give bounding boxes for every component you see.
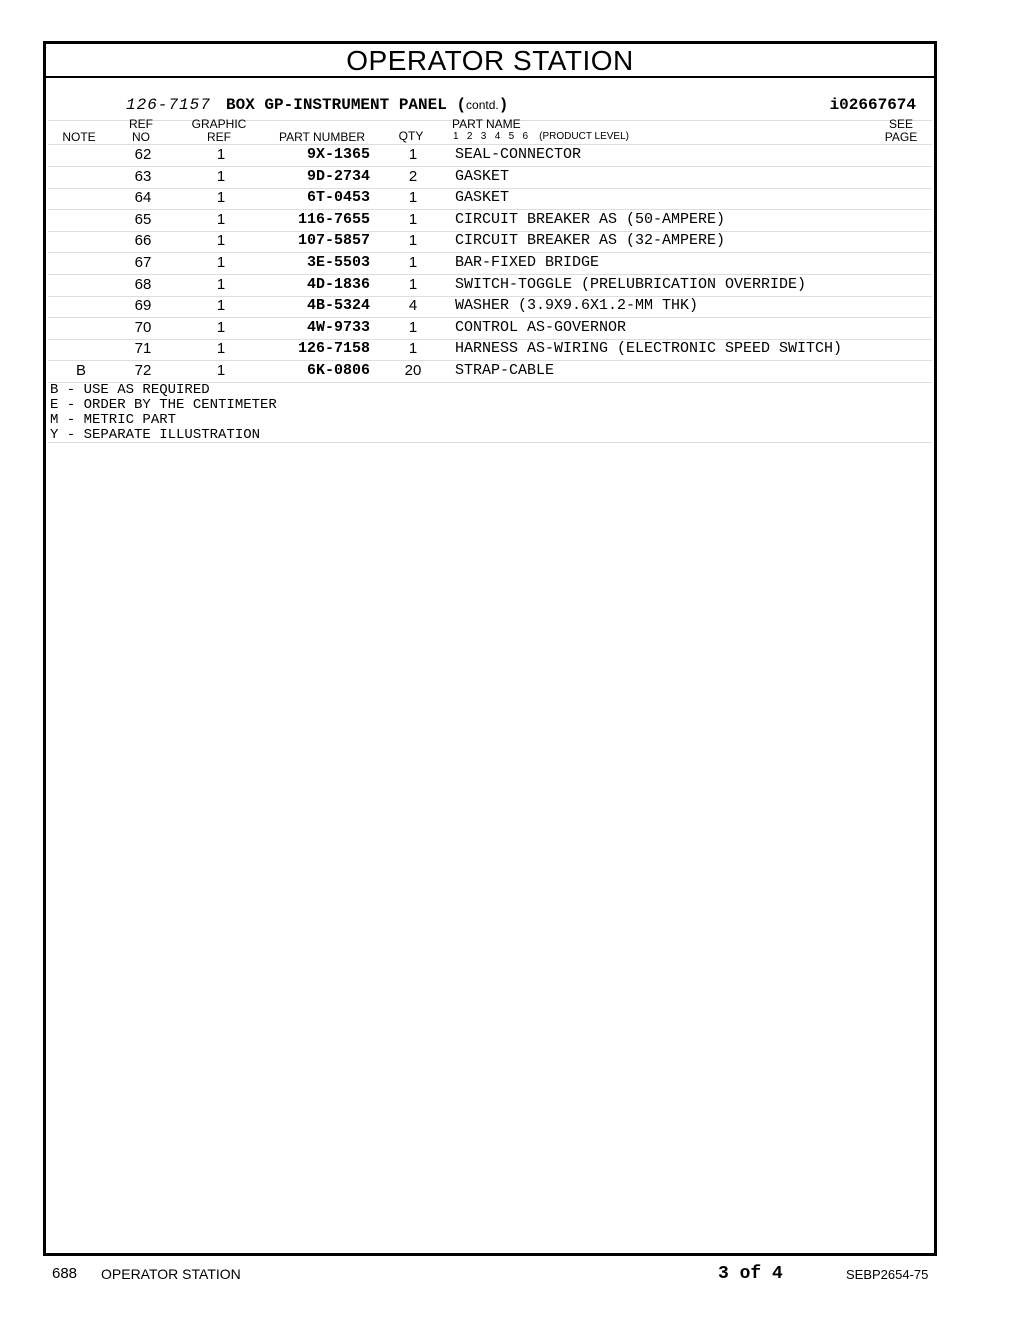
table-row (48, 296, 932, 318)
table-row (48, 188, 932, 210)
part-number-cell: 4D-1836 (306, 276, 370, 293)
part-number-cell: 107-5857 (297, 232, 370, 249)
sheet-indicator: 3 of 4 (718, 1264, 783, 1284)
graphic-cell: 1 (216, 276, 226, 293)
part-number-cell: 116-7655 (297, 211, 370, 228)
legend-rule (48, 442, 932, 443)
part-number-cell: 3E-5503 (306, 254, 370, 271)
part-name-cell: STRAP-CABLE (455, 362, 555, 379)
graphic-cell: 1 (216, 340, 226, 357)
col-note: NOTE (62, 130, 96, 144)
ref-cell: 69 (134, 297, 152, 314)
ref-cell: 64 (134, 189, 152, 206)
illustration-id: i02667674 (829, 96, 916, 114)
qty-cell: 2 (408, 168, 418, 185)
part-name-cell: SWITCH-TOGGLE (PRELUBRICATION OVERRIDE) (455, 276, 807, 293)
col-ref-top: REF (129, 117, 153, 131)
part-number-cell: 4W-9733 (306, 319, 370, 336)
part-number-cell: 9D-2734 (306, 168, 370, 185)
graphic-cell: 1 (216, 232, 226, 249)
contd-label: contd. (466, 98, 499, 112)
table-row (48, 210, 932, 232)
part-name-cell: CIRCUIT BREAKER AS (32-AMPERE) (455, 232, 726, 249)
qty-cell: 1 (408, 340, 418, 357)
col-graphic-bottom: REF (207, 130, 231, 144)
qty-cell: 1 (408, 319, 418, 336)
legend-item: B - USE AS REQUIRED (50, 382, 210, 398)
part-name-cell: HARNESS AS-WIRING (ELECTRONIC SPEED SWITCH) (455, 340, 843, 357)
graphic-cell: 1 (216, 168, 226, 185)
part-name-cell: CIRCUIT BREAKER AS (50-AMPERE) (455, 211, 726, 228)
graphic-cell: 1 (216, 297, 226, 314)
part-name-cell: GASKET (455, 168, 510, 185)
ref-cell: 65 (134, 211, 152, 228)
qty-cell: 1 (408, 211, 418, 228)
col-ref-bottom: NO (132, 130, 150, 144)
part-number-cell: 126-7158 (297, 340, 370, 357)
part-number-cell: 6T-0453 (306, 189, 370, 206)
table-row (48, 318, 932, 340)
graphic-cell: 1 (216, 319, 226, 336)
legend-item: M - METRIC PART (50, 412, 177, 428)
ref-cell: 63 (134, 168, 152, 185)
part-number-cell: 9X-1365 (306, 146, 370, 163)
ref-cell: 71 (134, 340, 152, 357)
page-title: OPERATOR STATION (46, 44, 934, 78)
note-cell: B (75, 362, 86, 379)
col-part-name: PART NAME (452, 117, 521, 131)
legend-item: Y - SEPARATE ILLUSTRATION (50, 427, 261, 443)
graphic-cell: 1 (216, 211, 226, 228)
ref-cell: 72 (134, 362, 152, 379)
table-row (48, 361, 932, 383)
page-frame (43, 41, 937, 1256)
graphic-cell: 1 (216, 362, 226, 379)
part-name-cell: WASHER (3.9X9.6X1.2-MM THK) (455, 297, 699, 314)
table-row (48, 231, 932, 253)
qty-cell: 1 (408, 189, 418, 206)
ref-cell: 70 (134, 319, 152, 336)
col-see-top: SEE (888, 117, 913, 131)
part-name-cell: GASKET (455, 189, 510, 206)
qty-cell: 1 (408, 146, 418, 163)
part-number-cell: 6K-0806 (306, 362, 370, 379)
graphic-cell: 1 (216, 189, 226, 206)
qty-cell: 1 (408, 232, 418, 249)
footer-section: OPERATOR STATION (101, 1266, 241, 1282)
qty-cell: 4 (408, 297, 418, 314)
document-id: SEBP2654-75 (846, 1267, 929, 1282)
table-row (48, 145, 932, 167)
part-name-cell: BAR-FIXED BRIDGE (455, 254, 600, 271)
assembly-name-text: BOX GP-INSTRUMENT PANEL ( (226, 96, 467, 114)
table-row (48, 275, 932, 297)
page-number: 688 (52, 1265, 78, 1282)
ref-cell: 62 (134, 146, 152, 163)
notes-legend (50, 383, 277, 443)
col-qty: QTY (398, 129, 424, 143)
qty-cell: 1 (408, 254, 418, 271)
qty-cell: 1 (408, 276, 418, 293)
col-part-number: PART NUMBER (278, 130, 365, 144)
qty-cell: 20 (404, 362, 422, 379)
part-number-cell: 4B-5324 (306, 297, 370, 314)
part-name-cell: SEAL-CONNECTOR (455, 146, 582, 163)
col-graphic-top: GRAPHIC (191, 117, 247, 131)
table-row (48, 253, 932, 275)
ref-cell: 67 (134, 254, 152, 271)
ref-cell: 66 (134, 232, 152, 249)
legend-item: E - ORDER BY THE CENTIMETER (50, 397, 277, 413)
assembly-number: 126-7157 (126, 96, 211, 114)
table-row (48, 167, 932, 189)
ref-cell: 68 (134, 276, 152, 293)
col-see-bottom: PAGE (884, 130, 918, 144)
graphic-cell: 1 (216, 146, 226, 163)
graphic-cell: 1 (216, 254, 226, 271)
col-product-levels: 1 2 3 4 5 6 (PRODUCT LEVEL) (453, 131, 629, 142)
assembly-name-close: ) (498, 96, 509, 114)
part-name-cell: CONTROL AS-GOVERNOR (455, 319, 627, 336)
table-row (48, 339, 932, 361)
